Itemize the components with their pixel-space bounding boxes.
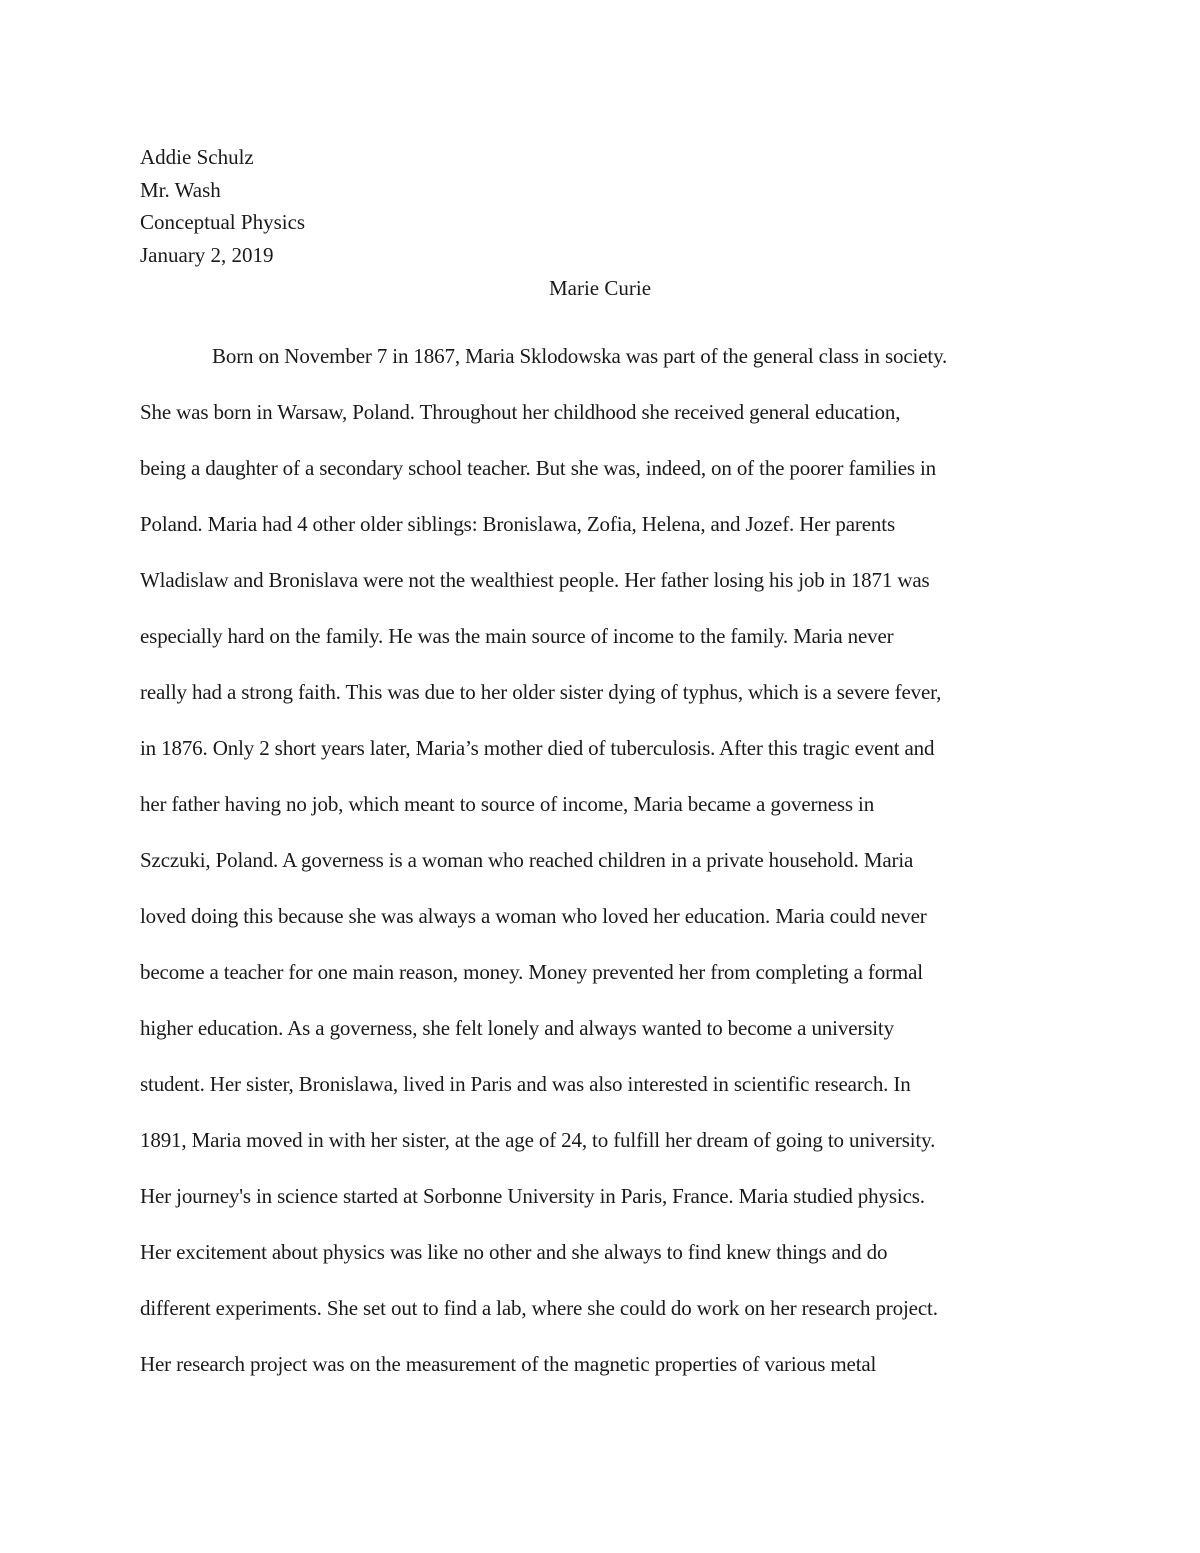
teacher-name: Mr. Wash [140,177,221,202]
body-line: Her journey's in science started at Sorbonne University in Paris, France. Maria studied physics. [140,1184,925,1208]
body-line: Her excitement about physics was like no other and she always to find knew things and do [140,1240,888,1264]
course-name: Conceptual Physics [140,210,306,234]
body-line: 1891, Maria moved in with her sister, at the age of 24, to fulfill her dream of going to university. [140,1128,936,1152]
body-line: higher education. As a governess, she felt lonely and always wanted to become a university [140,1016,894,1040]
document-date: January 2, 2019 [140,242,274,267]
body-line: Born on November 7 in 1867, Maria Sklodowska was part of the general class in society. [212,344,948,368]
body-line: Szczuki, Poland. A governess is a woman who reached children in a private household. Maria [140,848,914,872]
essay-body [140,328,1060,1392]
body-line: Poland. Maria had 4 other older siblings: Bronislawa, Zofia, Helena, and Jozef. Her parents [140,512,895,536]
body-line: being a daughter of a secondary school teacher. But she was, indeed, on of the poorer families in [140,456,937,480]
body-line: especially hard on the family. He was the main source of income to the family. Maria never [140,624,894,648]
body-line: become a teacher for one main reason, money. Money prevented her from completing a formal [140,960,923,984]
body-line: She was born in Warsaw, Poland. Throughout her childhood she received general education, [140,400,901,424]
body-line: student. Her sister, Bronislawa, lived in Paris and was also interested in scientific research. In [140,1072,911,1096]
body-line: her father having no job, which meant to source of income, Maria became a governess in [140,792,875,816]
body-line: Wladislaw and Bronislava were not the wealthiest people. Her father losing his job in 1871 was [140,568,930,592]
body-line: loved doing this because she was always a woman who loved her education. Maria could never [140,904,927,928]
heading-block [140,141,1060,271]
body-line: Her research project was on the measurement of the magnetic properties of various metal [140,1352,877,1376]
body-line: different experiments. She set out to find a lab, where she could do work on her research project. [140,1296,938,1320]
body-line: in 1876. Only 2 short years later, Maria’s mother died of tuberculosis. After this tragic event and [140,736,935,760]
body-line: really had a strong faith. This was due to her older sister dying of typhus, which is a severe fever, [140,680,942,704]
author-name: Addie Schulz [140,145,254,169]
document-title: Marie Curie [548,276,652,300]
